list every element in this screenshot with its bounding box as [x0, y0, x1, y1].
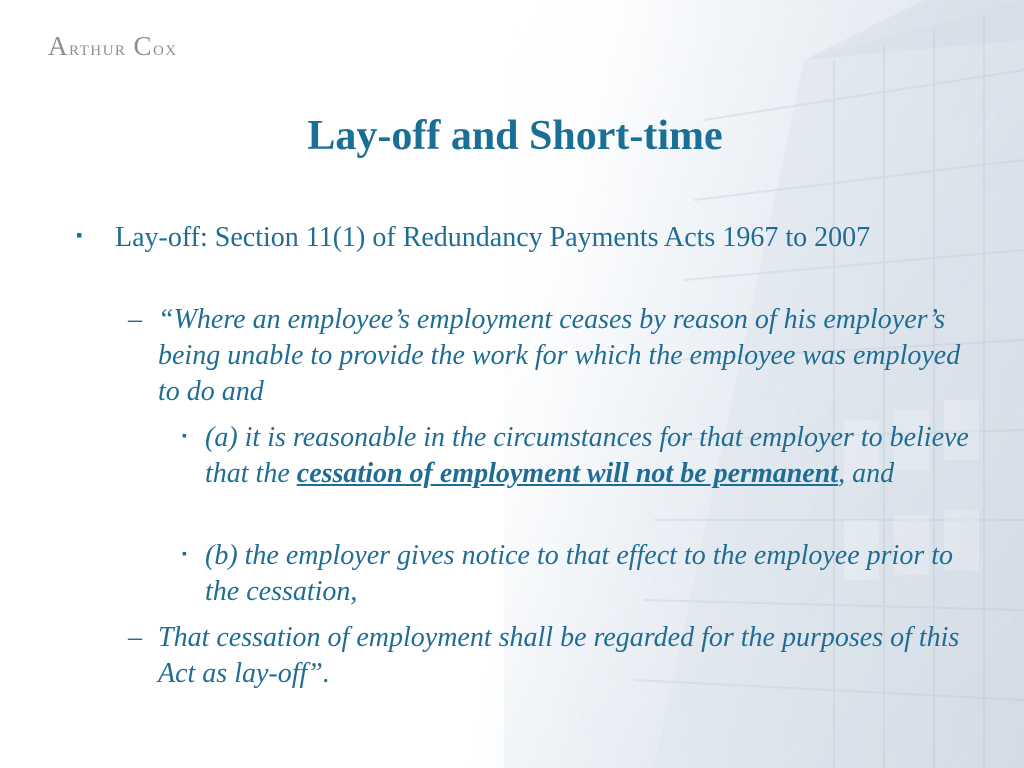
- sub-bullet-b: (b) the employer gives notice to that effect to the employee prior to the cessation,: [205, 540, 953, 607]
- quote-regarded-as-lay-off: That cessation of employment shall be regarded for the purposes of this Act as lay-off”.: [158, 622, 960, 689]
- company-logo: Arthur Cox: [48, 31, 178, 61]
- sub-bullet-a-tail: , and: [838, 458, 895, 489]
- square-bullet-icon: ▪: [182, 429, 187, 444]
- bullet-lay-off-section: Lay-off: Section 11(1) of Redundancy Payments Acts 1967 to 2007: [115, 222, 871, 253]
- emphasis-not-permanent: cessation of employment will not be permanent: [296, 458, 839, 489]
- dash-bullet-icon: –: [128, 622, 142, 653]
- quote-employment-ceases: “Where an employee’s employment ceases by reason of his employer’s being unable to provide the work for which the employee was employed to do and: [158, 304, 961, 407]
- square-bullet-icon: ▪: [76, 225, 83, 245]
- sub-bullet-a-text: (a) it is reasonable in the circumstances for that employer to believe that the: [205, 422, 969, 489]
- square-bullet-icon: ▪: [182, 547, 187, 562]
- slide-title: Lay-off and Short-time: [307, 113, 723, 159]
- sub-bullet-a: [205, 420, 975, 492]
- dash-bullet-icon: –: [128, 304, 142, 335]
